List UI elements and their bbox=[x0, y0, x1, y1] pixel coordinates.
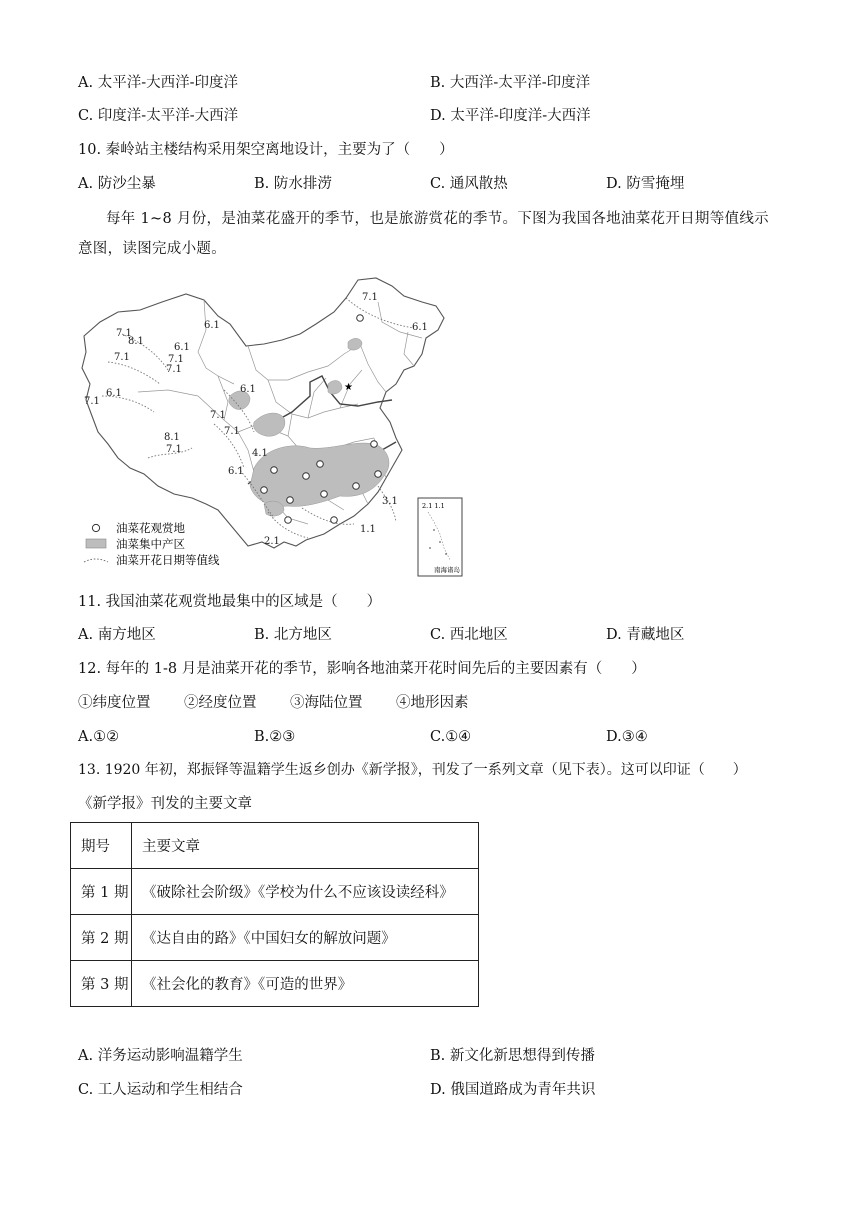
table-cell-issue: 第 2 期 bbox=[71, 915, 132, 961]
legend-region-label: 油菜集中产区 bbox=[116, 537, 185, 551]
table-row bbox=[71, 869, 479, 915]
isoline-label: 4.1 bbox=[252, 448, 268, 459]
isoline-label: 6.1 bbox=[106, 388, 122, 399]
legend-region-swatch bbox=[86, 539, 106, 548]
rapeseed-regions bbox=[229, 338, 389, 516]
isoline-label: 7.1 bbox=[224, 426, 240, 437]
isoline-label: 8.1 bbox=[128, 336, 144, 347]
isoline-label: 7.1 bbox=[210, 410, 226, 421]
table-header-issue: 期号 bbox=[71, 823, 132, 869]
q10-option-a[interactable]: A. 防沙尘暴 bbox=[78, 176, 156, 192]
legend-site-label: 油菜花观赏地 bbox=[116, 521, 185, 535]
q9-option-b[interactable]: B. 大西洋-太平洋-印度洋 bbox=[430, 75, 591, 91]
passage-line-1: 每年 1~8 月份，是油菜花盛开的季节，也是旅游赏花的季节。下图为我国各地油菜花开日期等值线示 bbox=[106, 211, 769, 227]
isoline-label: 7.1 bbox=[166, 364, 182, 375]
isoline-label: 7.1 bbox=[114, 352, 130, 363]
q9-option-d[interactable]: D. 太平洋-印度洋-大西洋 bbox=[430, 108, 591, 124]
q13-option-d[interactable]: D. 俄国道路成为青年共识 bbox=[430, 1082, 596, 1098]
table-cell-articles: 《破除社会阶级》《学校为什么不应该设读经科》 bbox=[132, 869, 479, 915]
q13-table-caption: 《新学报》刊发的主要文章 bbox=[78, 796, 252, 812]
q12-factor-3: ③海陆位置 bbox=[290, 695, 363, 711]
isoline-label: 6.1 bbox=[204, 320, 220, 331]
q12-factor-1: ①纬度位置 bbox=[78, 695, 151, 711]
q12-option-a[interactable]: A.①② bbox=[78, 729, 120, 745]
inset-label: 南海诸岛 bbox=[434, 566, 460, 574]
isoline-label: 7.1 bbox=[168, 354, 184, 365]
articles-table bbox=[70, 822, 479, 1007]
q10-stem: 10. 秦岭站主楼结构采用架空离地设计，主要为了（ ） bbox=[78, 142, 454, 158]
china-outline bbox=[82, 278, 444, 548]
table-row bbox=[71, 961, 479, 1007]
map-legend bbox=[84, 521, 220, 567]
table-header-articles: 主要文章 bbox=[132, 823, 479, 869]
q13-option-c[interactable]: C. 工人运动和学生相结合 bbox=[78, 1082, 243, 1098]
isoline-label: 6.1 bbox=[412, 322, 428, 333]
q11-option-b[interactable]: B. 北方地区 bbox=[254, 627, 332, 643]
q12-option-b[interactable]: B.②③ bbox=[254, 729, 296, 745]
legend-site-icon bbox=[92, 524, 99, 531]
isoline-label: 6.1 bbox=[174, 342, 190, 353]
isoline-label: 6.1 bbox=[228, 466, 244, 477]
table-cell-issue: 第 3 期 bbox=[71, 961, 132, 1007]
q12-factor-2: ②经度位置 bbox=[184, 695, 257, 711]
q13-stem: 13. 1920 年初，郑振铎等温籍学生返乡创办《新学报》，刊发了一系列文章（见下表）。这可以印证（ ） bbox=[78, 762, 747, 778]
south-china-sea-inset bbox=[418, 498, 462, 576]
q11-option-a[interactable]: A. 南方地区 bbox=[78, 627, 156, 643]
isoline-label: 7.1 bbox=[166, 444, 182, 455]
isoline-label: 7.1 bbox=[84, 396, 100, 407]
q10-option-b[interactable]: B. 防水排涝 bbox=[254, 176, 332, 192]
legend-isoline-icon bbox=[84, 559, 108, 562]
q13-option-b[interactable]: B. 新文化新思想得到传播 bbox=[430, 1048, 595, 1064]
q9-option-a[interactable]: A. 太平洋-大西洋-印度洋 bbox=[78, 75, 239, 91]
table-cell-issue: 第 1 期 bbox=[71, 869, 132, 915]
passage-line-2: 意图，读图完成小题。 bbox=[78, 241, 226, 257]
map-svg bbox=[78, 272, 470, 580]
isoline-label: 1.1 bbox=[360, 524, 376, 535]
q11-stem: 11. 我国油菜花观赏地最集中的区域是（ ） bbox=[78, 594, 382, 610]
q11-option-d[interactable]: D. 青藏地区 bbox=[606, 627, 685, 643]
capital-star-icon: ★ bbox=[344, 382, 353, 393]
q9-option-c[interactable]: C. 印度洋-太平洋-大西洋 bbox=[78, 108, 239, 124]
q12-option-c[interactable]: C.①④ bbox=[430, 729, 472, 745]
q13-option-a[interactable]: A. 洋务运动影响温籍学生 bbox=[78, 1048, 243, 1064]
q11-option-c[interactable]: C. 西北地区 bbox=[430, 627, 508, 643]
q12-factor-4: ④地形因素 bbox=[396, 695, 469, 711]
isoline-label: 2.1 bbox=[264, 536, 280, 547]
q10-option-c[interactable]: C. 通风散热 bbox=[430, 176, 508, 192]
q10-option-d[interactable]: D. 防雪掩埋 bbox=[606, 176, 685, 192]
legend-isoline-label: 油菜开花日期等值线 bbox=[116, 553, 220, 567]
isoline-labels bbox=[84, 292, 428, 547]
q12-stem: 12. 每年的 1-8 月是油菜开花的季节，影响各地油菜开花时间先后的主要因素有（ ） bbox=[78, 661, 646, 677]
inset-top-labels: 2.1 1.1 bbox=[422, 502, 445, 510]
table-cell-articles: 《社会化的教育》《可造的世界》 bbox=[132, 961, 479, 1007]
table-header-row bbox=[71, 823, 479, 869]
isoline-label: 6.1 bbox=[240, 384, 256, 395]
isoline-label: 7.1 bbox=[116, 328, 132, 339]
isoline-label: 7.1 bbox=[362, 292, 378, 303]
isoline-label: 3.1 bbox=[382, 496, 398, 507]
isoline-label: 8.1 bbox=[164, 432, 180, 443]
table-cell-articles: 《达自由的路》《中国妇女的解放问题》 bbox=[132, 915, 479, 961]
table-row bbox=[71, 915, 479, 961]
rapeseed-bloom-map bbox=[78, 272, 470, 580]
q12-option-d[interactable]: D.③④ bbox=[606, 729, 648, 745]
passage bbox=[78, 204, 788, 264]
